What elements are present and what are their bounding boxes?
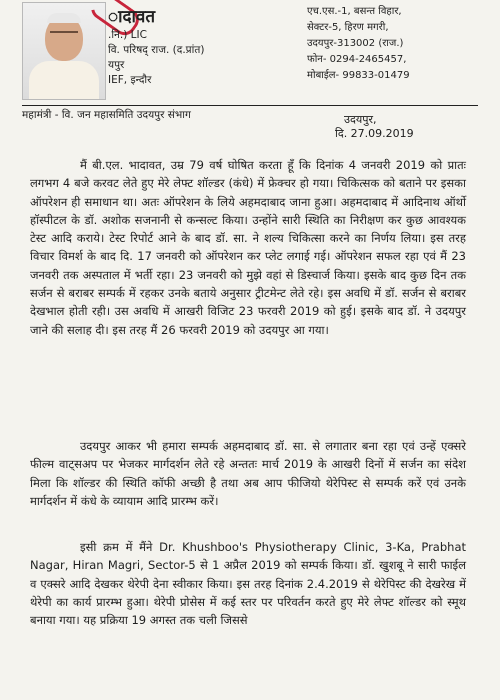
address-line: एच.एस.-1, बसन्त विहार, — [307, 6, 402, 17]
letter-place: उदयपुर, — [344, 113, 377, 126]
address-line: उदयपुर-313002 (राज.) — [307, 38, 404, 49]
portrait-body-shape — [29, 61, 99, 100]
body-paragraph — [30, 538, 466, 629]
sender-name: ादावत — [108, 7, 156, 27]
body-paragraph — [30, 437, 466, 510]
body-paragraph-text: मैं बी.एल. भादावत, उम्र 79 वर्ष घोषित करता हूँ कि दिनांक 4 जनवरी 2019 को प्रातः लगभग 4 बजे करवट लेते हुए मेरे लेफ्ट शॉल्डर (कंधे) में फ्रेक्चर हो गया। चिकित्सक को बताने पर इसका ऑपरेशन ही समाधान था। अतः ऑपरेशन के लिये अहमदाबाद जाना हुआ। अहमदाबाद में आदिनाथ ऑर्थो हॉस्पीटल के डॉ. अशोक सजनानी से कन्सल्ट किया। उन्होंने सारी स्थिति का निरीक्षण कर कुछ आवश्यक टेस्ट आदि कराये। टेस्ट रिपोर्ट आने के बाद डॉ. सा. ने शल्य चिकित्सा करने का निर्णय लिया। इस तरह विचार विमर्श के बाद दि. 17 जनवरी को ऑपरेशन कर प्लेट लगाई गई। ऑपरेशन सफल रहा एवं मैं 23 जनवरी तक अस्पताल में भर्ती रहा। 23 जनवरी को मुझे वहां से डिस्चार्ज किया। इसके बाद कुछ दिन तक सर्जन से बराबर सम्पर्क में रहकर उनके बताये अनुसार ट्रीटमेन्ट लेते रहे। इस अवधि में डॉ. सर्जन से बराबर देखभाल होती रही। उस अवधि में आखरी विजिट 23 फरवरी 2019 को हुई। इसके बाद डॉ. ने उदयपुर जाने की सलाह दी। इस तरह मैं 26 फरवरी 2019 को उदयपुर आ गया। — [30, 158, 466, 337]
letter-date: दि. 27.09.2019 — [335, 127, 414, 140]
body-paragraph-text: इसी क्रम में मैंने Dr. Khushboo's Physiotherapy Clinic, 3-Ka, Prabhat Nagar, Hiran Magri, Sector-5 से 1 अप्रैल 2019 को सम्पर्क किया। डॉ. खुशबू ने सारी फाईल व एक्सरे आदि देखकर थेरेपी देना स्वीकार किया। इस तरह दिनांक 2.4.2019 से थेरेपिस्ट की देखरेख में थेरेपी का कार्य प्रारम्भ हुआ। थेरेपी प्रोसेस में कई स्तर पर परिवर्तन करते हुए मेरे लेफ्ट शॉल्डर को स्मूथ बनाया गया। यह प्रक्रिया 19 अगस्त तक चली जिससे — [30, 540, 466, 628]
letterhead-left-line: वि. परिषद् राज. (द.प्रांत) — [108, 44, 205, 56]
portrait-hair-shape — [47, 13, 81, 23]
body-paragraph-text: उदयपुर आकर भी हमारा सम्पर्क अहमदाबाद डॉ. सा. से लगातार बना रहा एवं उन्हें एक्सरे फील्म वाट्सअप पर भेजकर मार्गदर्शन लेते रहे अन्ततः मार्च 2019 के आखरी दिनों में सर्जन का संदेश मिला कि शॉल्डर की स्थिति कॉफी अच्छी है तथा अब आप फीजियो थेरेपिस्ट से सम्पर्क करें एवं उनके मार्गदर्शन में कंधे के व्यायाम आदि प्रारम्भ करें। — [30, 439, 466, 508]
portrait-photo — [22, 2, 106, 100]
phone-line: फोन- 0294-2465457, — [307, 54, 407, 65]
portrait-glasses-shape — [50, 31, 78, 39]
header-divider — [22, 105, 478, 106]
letterhead-address — [307, 4, 410, 84]
body-paragraph — [30, 156, 466, 339]
letterhead-left-line: यपुर — [108, 59, 125, 71]
letterhead-left-line: IEF, इन्दौर — [108, 74, 152, 86]
mobile-line: मोबाईल- 99833-01479 — [307, 70, 410, 81]
letterhead-left — [108, 6, 204, 88]
address-line: सेक्टर-5, हिरण मगरी, — [307, 22, 389, 33]
letterhead-left-line: .नि.) LIC — [108, 29, 147, 41]
letterhead-subline: महामंत्री - वि. जन महासमिति उदयपुर संभाग — [22, 109, 191, 121]
